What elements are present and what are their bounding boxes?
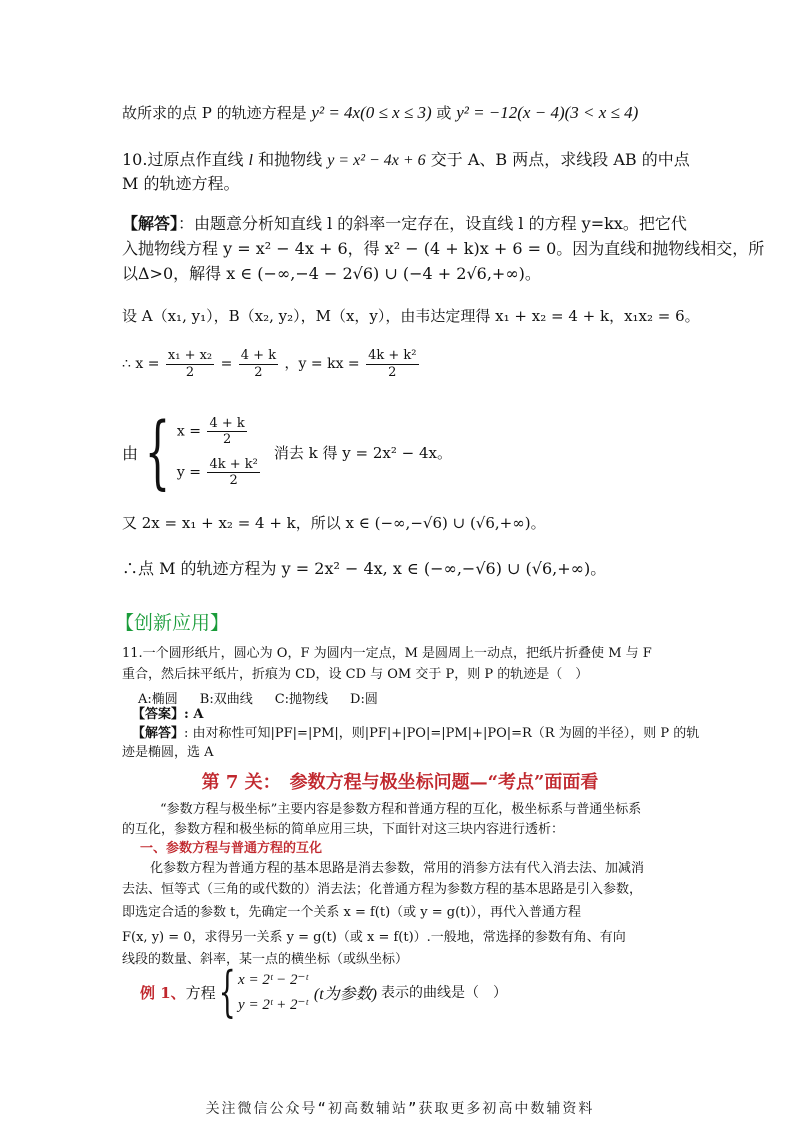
frac-3-den: 2	[388, 364, 397, 380]
left-brace: {	[144, 405, 171, 498]
frac-3	[366, 348, 418, 380]
ans10-p7: ∴点 M 的轨迹方程为 y = 2x² − 4x, x ∈ (−∞,−√6) ∪ (√6,+∞)。	[122, 559, 607, 578]
sys-x-frac	[207, 416, 246, 447]
body-l4: F(x, y) = 0，求得另一关系 y = g(t)（或 x = f(t)）.一般地，常选择的参数有角、有向	[122, 930, 626, 945]
locus-eq2: y² = −12(x − 4)(3 < x ≤ 4)	[456, 103, 639, 122]
example-1-post: 表示的曲线是（ ）	[381, 985, 508, 1001]
ans10-p5: ∴ x = $\frac{\text{x₁ + x₂}}{2}$ = $\frac{4 + k}{2}$ ，y = kx = $\frac{\text{4k + k²}}{2}$	[122, 348, 417, 380]
q10-l: l	[248, 152, 253, 169]
footer-note: 关注微信公众号“初高数辅站”获取更多初高中数辅资料	[205, 1101, 595, 1117]
frac-2	[239, 348, 278, 380]
option-a: A:椭圆	[138, 692, 178, 707]
q10-eq: y = x² − 4x + 6	[327, 152, 426, 169]
answer-value: : A	[184, 707, 204, 722]
locus-or: 或	[436, 104, 452, 122]
example-1-y-eq: y = 2ᵗ + 2⁻ᵗ	[238, 997, 308, 1013]
answer-tag: 【答案】	[132, 707, 185, 722]
example-1-brace: {	[218, 960, 236, 1023]
p5-mid: ，y = kx =	[284, 356, 360, 373]
example-1-system	[238, 970, 308, 1014]
intro-l1: “参数方程与极坐标”主要内容是参数方程和普通方程的互化，极坐标系与普通坐标系	[160, 802, 642, 817]
example-1-tag: 例 1、	[140, 983, 186, 1002]
sys-y-frac	[207, 457, 259, 488]
locus-eq1: y² = 4x(0 ≤ x ≤ 3)	[311, 103, 432, 122]
q10-post: 交于 A、B 两点，求线段 AB 的中点	[425, 150, 690, 169]
ans10-p6: 又 2x = x₁ + x₂ = 4 + k，所以 x ∈ (−∞,−√6) ∪ (√6,+∞)。	[122, 514, 546, 532]
example-1-pre: 方程	[185, 983, 216, 1002]
frac-3-num: 4k + k²	[368, 348, 417, 363]
q11-sol-l2: 迹是椭圆，选 A	[122, 745, 214, 760]
q11-options	[138, 688, 378, 707]
frac-2-den: 2	[254, 364, 263, 380]
locus-text: 故所求的点 P 的轨迹方程是	[122, 104, 307, 122]
body-l1: 化参数方程为普通方程的基本思路是消去参数，常用的消参方法有代入消去法、加减消	[150, 861, 645, 876]
sys-y-den: 2	[229, 473, 238, 488]
frac-1-num: x₁ + x₂	[167, 348, 213, 363]
frac-2-num: 4 + k	[240, 348, 277, 363]
sys-post: 消去 k 得 y = 2x² − 4x。	[273, 443, 452, 462]
subsection-1-title: 一、参数方程与普通方程的互化	[140, 841, 323, 856]
sol-l1-text: : 由对称性可知|PF|=|PM|，则|PF|+|PO|=|PM|+|PO|=R（R 为圆的半径），则 P 的轨	[184, 726, 700, 741]
option-d: D:圆	[350, 692, 378, 707]
ans10-p2: 入抛物线方程 y = x² − 4x + 6，得 x² − (4 + k)x + 6 = 0。因为直线和抛物线相交，所	[122, 239, 765, 258]
ans10-p1-text: ：由题意分析知直线 l 的斜率一定存在，设直线 l 的方程 y=kx。把它代	[178, 214, 687, 233]
example-1-param: (t为参数)	[313, 985, 378, 1003]
q11-l2: 重合，然后抹平纸片，折痕为 CD，设 CD 与 OM 交于 P，则 P 的轨迹是（ ）	[122, 667, 589, 682]
body-l5: 线段的数量、斜率，某一点的横坐标（或纵坐标）	[122, 952, 409, 967]
sys-x-num: 4 + k	[209, 416, 245, 431]
sys-x-pre: x =	[176, 423, 201, 440]
intro-l2: 的互化，参数方程和极坐标的简单应用三块，下面针对这三块内容进行透析：	[122, 822, 565, 837]
ans10-p3: 以Δ>0，解得 x ∈ (−∞,−4 − 2√6) ∪ (−4 + 2√6,+∞)。	[122, 264, 541, 283]
q10-mid: 和抛物线	[253, 150, 328, 169]
ans10-tag: 【解答】	[122, 214, 179, 233]
sys-you: 由	[122, 443, 139, 463]
ans10-p4: 设 A（x₁, y₁），B（x₂, y₂），M（x，y），由韦达定理得 x₁ + x₂ = 4 + k，x₁x₂ = 6。	[122, 307, 700, 325]
sol-tag: 【解答】	[132, 726, 185, 741]
example-1-x-eq: x = 2ᵗ − 2⁻ᵗ	[238, 972, 308, 988]
q11-l1: 11.一个圆形纸片，圆心为 O，F 为圆内一定点，M 是圆周上一动点，把纸片折叠使 M 与 F	[122, 646, 652, 661]
body-l2: 去法、恒等式（三角的或代数的）消去法；化普通方程为参数方程的基本思路是引入参数，	[122, 882, 643, 897]
sys-row-x	[177, 416, 262, 447]
ans10-p1	[122, 214, 687, 233]
q10-line-a	[122, 150, 690, 170]
sys-x-den: 2	[222, 432, 232, 447]
body-l3: 即选定合适的参数 t，先确定一个关系 x = f(t)（或 y = g(t)），再代入普通方程	[122, 905, 581, 920]
q11-answer	[132, 707, 203, 723]
p5-pre: ∴ x =	[122, 356, 160, 373]
innovation-heading: 【创新应用】	[115, 612, 230, 634]
frac-1-den: 2	[185, 364, 195, 380]
q11-sol-l1	[132, 726, 699, 742]
sys-y-pre: y =	[176, 464, 202, 481]
option-c: C:抛物线	[274, 692, 329, 707]
line-locus-result	[122, 103, 638, 123]
q10-pre: 10.过原点作直线	[122, 150, 249, 169]
section-7-title: 第 7 关： 参数方程与极坐标问题—“考点”面面看	[201, 772, 599, 793]
option-b: B:双曲线	[199, 692, 253, 707]
example-1	[140, 960, 508, 1023]
frac-1	[166, 348, 214, 380]
q10-line-b: M 的轨迹方程。	[122, 174, 240, 193]
equation-system	[122, 405, 452, 498]
sys-rows	[177, 416, 262, 488]
sys-y-num: 4k + k²	[209, 457, 258, 472]
sys-row-y	[177, 457, 262, 488]
